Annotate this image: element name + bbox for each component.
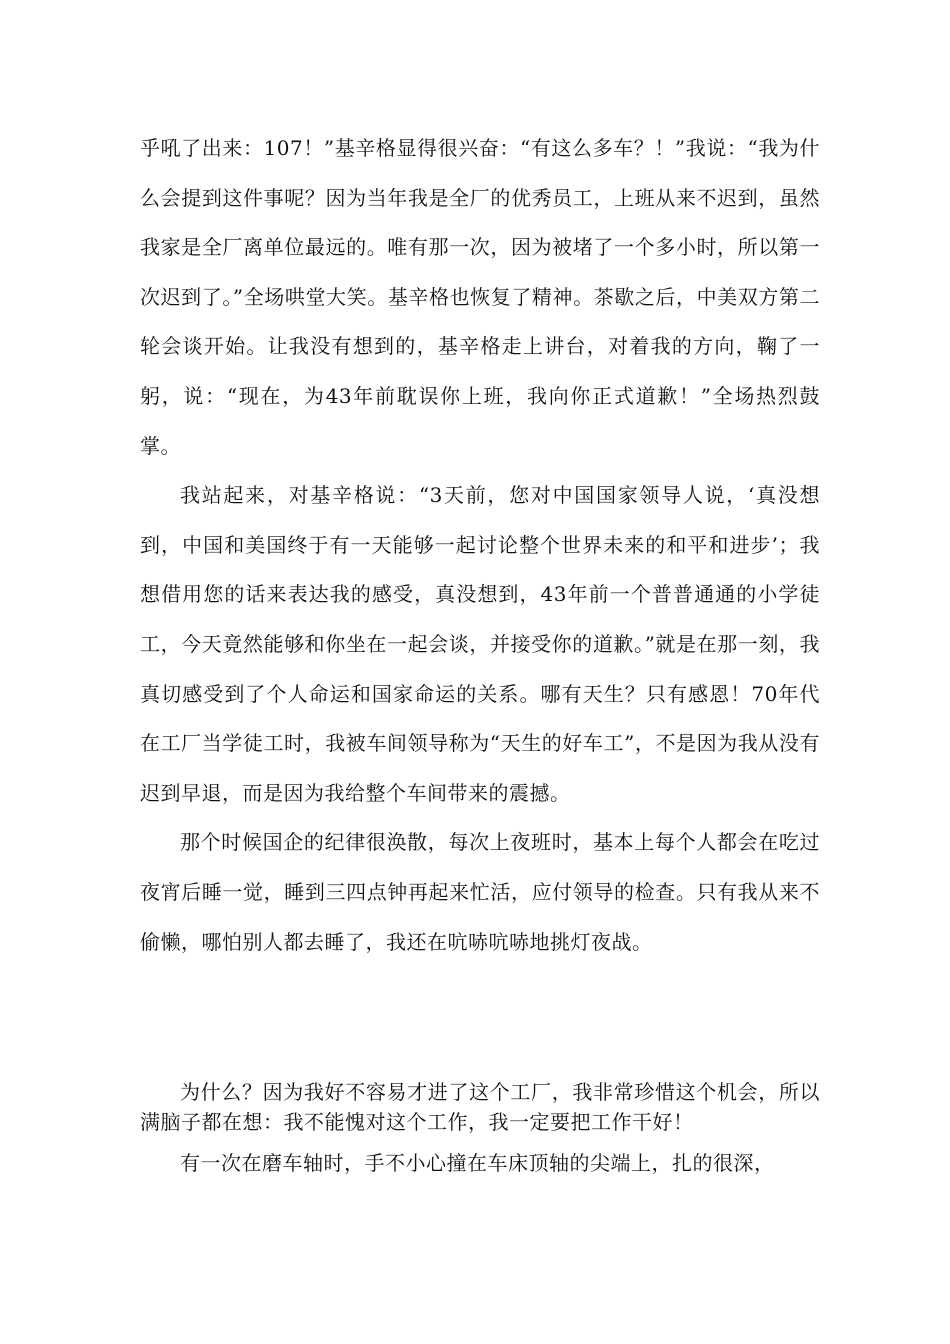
- paragraph-continued: 乎吼了出来：107！”基辛格显得很兴奋：“有这么多车？！”我说：“我为什么会提到这件事呢？因为当年我是全厂的优秀员工，上班从来不迟到，虽然我家是全厂离单位最远的。唯有那一次，因为被堵了一个多小时，所以第一次迟到了。”全场哄堂大笑。基辛格也恢复了精神。茶歇之后，中美双方第二轮会谈开始。让我没有想到的，基辛格走上讲台，对着我的方向，鞠了一躬，说：“现在，为43年前耽误你上班，我向你正式道歉！”全场热烈鼓掌。: [140, 136, 820, 458]
- body-text-lower: [140, 1143, 820, 1183]
- paragraph-kissinger-reply: 我站起来，对基辛格说：“3天前，您对中国国家领导人说，‘真没想到，中国和美国终于有一天能够一起讨论整个世界未来的和平和进步’；我想借用您的话来表达我的感受，真没想到，43年前一个普普通通的小学徒工，今天竟然能够和你坐在一起会谈，并接受你的道歉。”就是在那一刻，我真切感受到了个人命运和国家命运的关系。哪有天生？只有感恩！70年代在工厂当学徒工时，我被车间领导称为“天生的好车工”，不是因为我从没有迟到早退，而是因为我给整个车间带来的震撼。: [140, 483, 820, 805]
- paragraph-why: 为什么？因为我好不容易才进了这个工厂，我非常珍惜这个机会，所以满脑子都在想：我不能愧对这个工作，我一定要把工作干好！: [140, 1080, 820, 1134]
- paragraph-night-shift: 那个时候国企的纪律很涣散，每次上夜班时，基本上每个人都会在吃过夜宵后睡一觉，睡到三四点钟再起来忙活，应付领导的检查。只有我从来不偷懒，哪怕别人都去睡了，我还在吭哧吭哧地挑灯夜战。: [140, 830, 820, 954]
- body-text-middle: [140, 1077, 820, 1137]
- body-text-upper: [140, 124, 820, 967]
- paragraph-axle-injury: 有一次在磨车轴时，手不小心撞在车床顶轴的尖端上，扎的很深，: [180, 1151, 775, 1175]
